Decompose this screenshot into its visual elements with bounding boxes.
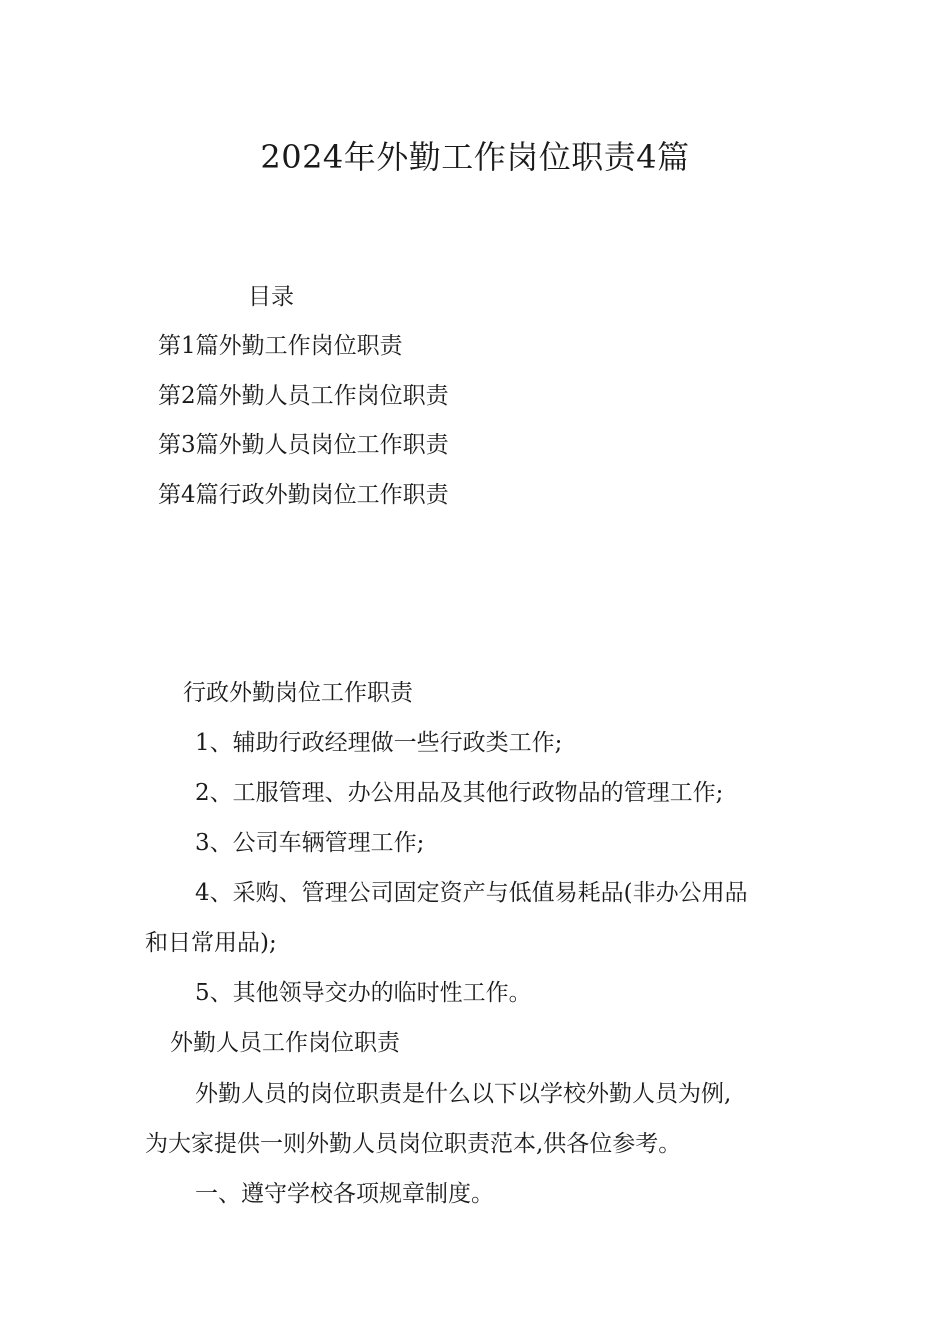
- toc-item: 第4篇行政外勤岗位工作职责: [158, 481, 449, 508]
- section-heading: 行政外勤岗位工作职责: [183, 680, 413, 706]
- paragraph-line: 外勤人员的岗位职责是什么以下以学校外勤人员为例,: [195, 1081, 732, 1107]
- list-item: 5、其他领导交办的临时性工作。: [195, 980, 532, 1006]
- list-item: 2、工服管理、办公用品及其他行政物品的管理工作;: [195, 780, 724, 806]
- section-heading: 外勤人员工作岗位职责: [170, 1030, 400, 1056]
- table-of-contents: [158, 329, 449, 527]
- list-item: 1、辅助行政经理做一些行政类工作;: [195, 730, 563, 756]
- toc-heading: 目录: [248, 284, 294, 310]
- toc-item: 第2篇外勤人员工作岗位职责: [158, 382, 449, 409]
- document-title: 2024年外勤工作岗位职责4篇: [260, 138, 690, 176]
- list-item: 4、采购、管理公司固定资产与低值易耗品(非办公用品: [195, 880, 748, 906]
- list-item-continuation: 和日常用品);: [145, 930, 277, 956]
- toc-item: 第3篇外勤人员岗位工作职责: [158, 432, 449, 458]
- list-item: 一、遵守学校各项规章制度。: [195, 1181, 494, 1207]
- list-item: 3、公司车辆管理工作;: [195, 830, 425, 856]
- toc-item: 第1篇外勤工作岗位职责: [158, 333, 403, 359]
- paragraph-line: 为大家提供一则外勤人员岗位职责范本,供各位参考。: [145, 1131, 682, 1157]
